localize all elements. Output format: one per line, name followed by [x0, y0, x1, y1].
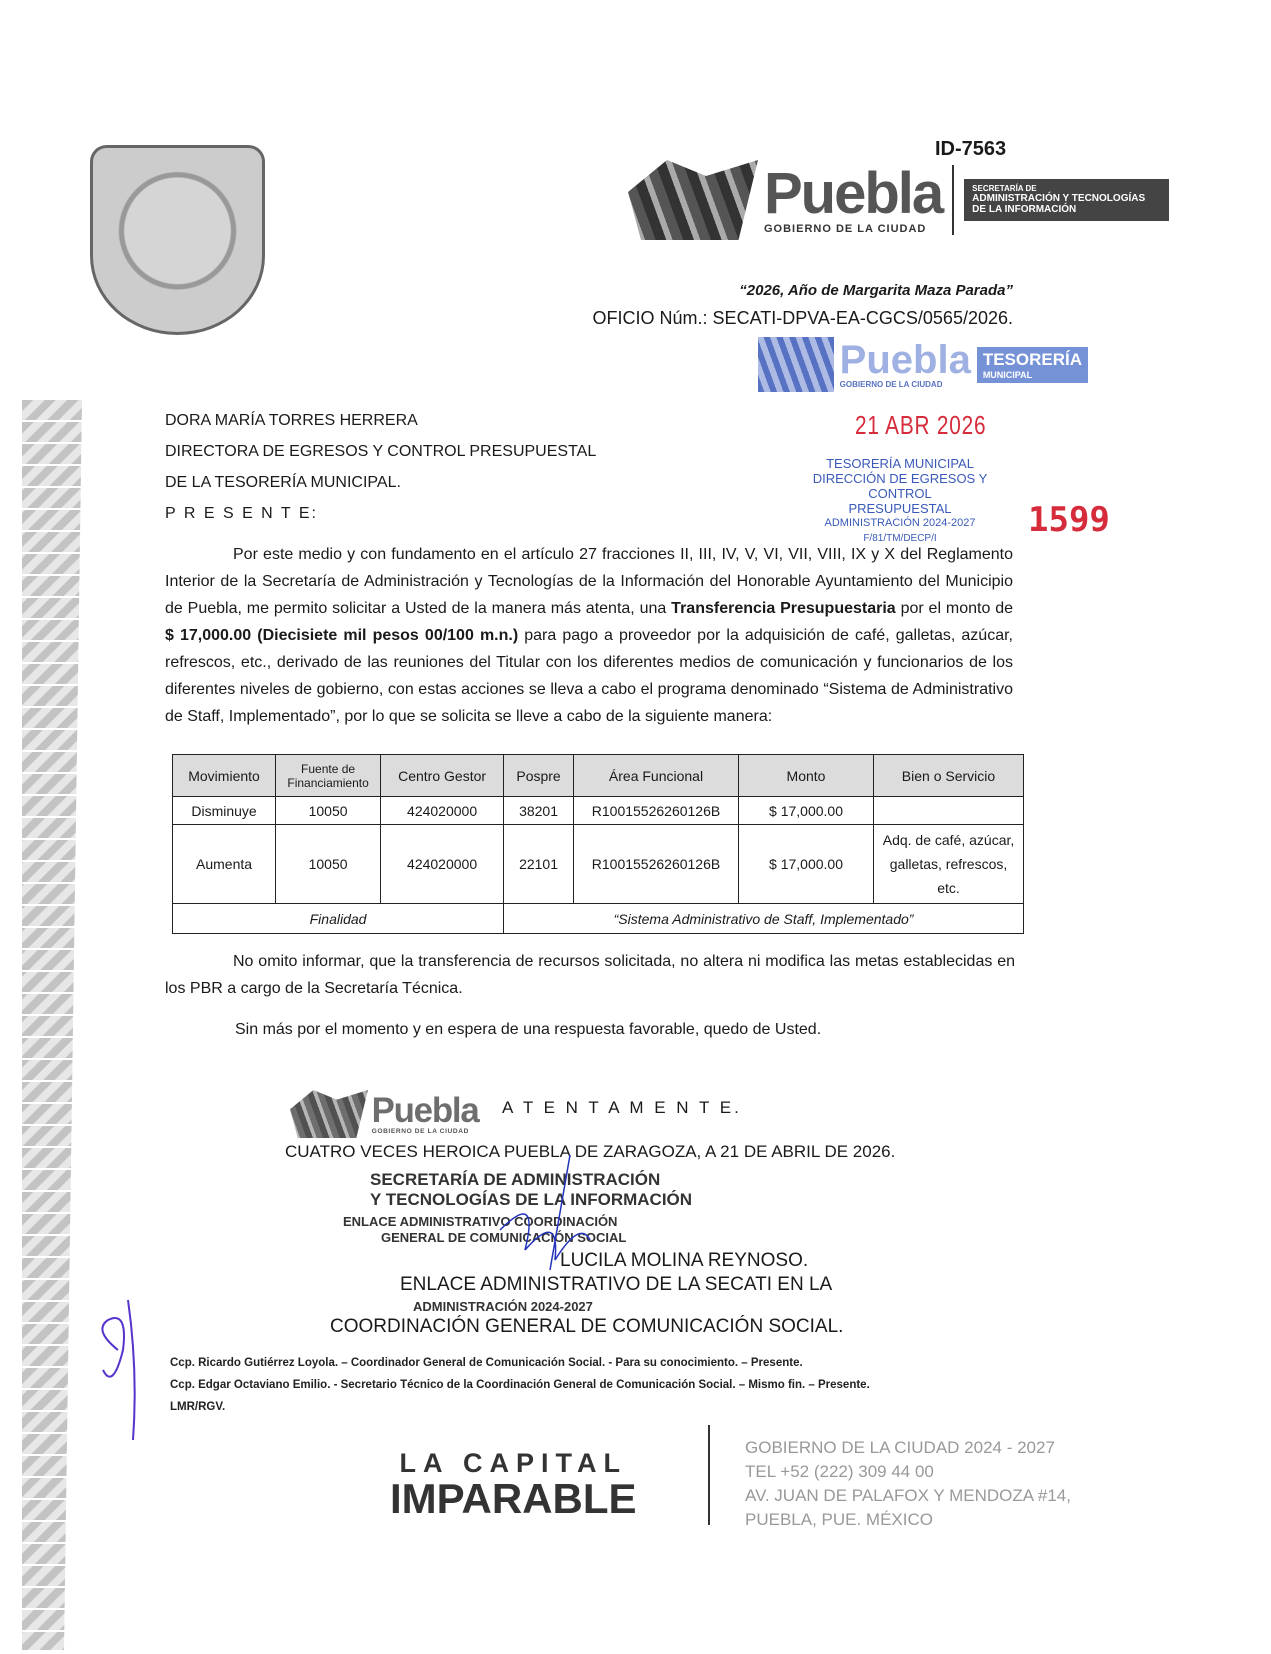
- logo-sub: GOBIERNO DE LA CIUDAD: [764, 223, 927, 235]
- slogan-line: IMPARABLE: [390, 1475, 637, 1522]
- col-header: Monto: [739, 755, 874, 797]
- decorative-border: [22, 400, 82, 1650]
- address-line: GOBIERNO DE LA CIUDAD 2024 - 2027: [745, 1438, 1055, 1457]
- col-header: Movimiento: [173, 755, 276, 797]
- finalidad-value: “Sistema Administrativo de Staff, Implementado”: [504, 904, 1024, 934]
- stamp-tesoreria: TESORERÍA: [982, 349, 1082, 369]
- secretaria-line: DE LA INFORMACIÓN: [972, 204, 1077, 216]
- table-row: [173, 797, 1024, 825]
- recipient-name: DORA MARÍA TORRES HERRERA: [165, 412, 418, 429]
- stamp-line: PRESUPUESTAL: [848, 501, 952, 516]
- footer-address: [745, 1436, 1071, 1532]
- letter-body: [165, 541, 1025, 1043]
- cell: Disminuye: [173, 797, 276, 825]
- table-row: [173, 825, 1024, 904]
- cell: 10050: [276, 825, 381, 904]
- cell: R10015526260126B: [574, 825, 739, 904]
- col-header: Pospre: [504, 755, 574, 797]
- ccp-block: [170, 1352, 870, 1418]
- tesoreria-text-stamp: [780, 456, 1020, 546]
- text: para pago a proveedor por la adquisición de café, galletas, azúcar, refrescos, etc., derivado de las reuniones del Titular con los diferentes medios de comunicación y funcionarios de los diferentes niveles de gobierno, con estas acciones se lleva a cabo el programa denominado “Sistema de Administrativo de Staff, Implementado”, por lo que se solicita se lleve a cabo de la siguiente manera:: [165, 627, 1013, 725]
- stamp-logo-word: Puebla: [839, 338, 971, 382]
- cell: 10050: [276, 797, 381, 825]
- recipient-block: [165, 405, 596, 529]
- seal-line: ADMINISTRACIÓN 2024-2027: [413, 1299, 593, 1314]
- cell: 22101: [504, 825, 574, 904]
- col-header: Bien o Servicio: [874, 755, 1024, 797]
- cell: Aumenta: [173, 825, 276, 904]
- closing-seal-logo: [290, 1090, 479, 1138]
- cell: $ 17,000.00: [739, 797, 874, 825]
- stamp-line: DIRECCIÓN DE EGRESOS Y CONTROL: [812, 471, 988, 501]
- year-motto: “2026, Año de Margarita Maza Parada”: [739, 282, 1013, 299]
- stamp-line: ADMINISTRACIÓN 2024-2027: [824, 517, 976, 529]
- recipient-title: DE LA TESORERÍA MUNICIPAL.: [165, 474, 401, 491]
- budget-transfer-table: [172, 754, 1024, 934]
- secretaria-line: SECRETARÍA DE: [972, 183, 1037, 193]
- bold-text: Transferencia Presupuestaria: [671, 600, 896, 617]
- seal-line: ENLACE ADMINISTRATIVO COORDINACIÓN: [343, 1214, 618, 1229]
- address-line: TEL +52 (222) 309 44 00: [745, 1462, 934, 1481]
- puebla-header-logo: [628, 160, 1169, 240]
- cell: R10015526260126B: [574, 797, 739, 825]
- stamp-line: F/81/TM/DECP/I: [863, 533, 937, 544]
- text: Por este medio y con fundamento en el artículo 27 fracciones II, III, IV, V, VI, VII, VIII, IX y X del Reglamento Interior de la Secretaría de Administración y Tecnologías de la Información del Honorable Ayuntamiento del Municipio de Puebla, me permito solicitar a Usted de la manera más atenta, una: [165, 546, 1013, 617]
- secretaria-box: [964, 179, 1169, 222]
- capital-imparable-logo: [390, 1448, 637, 1522]
- handwritten-initials: [88, 1290, 148, 1450]
- body-paragraph-1: [165, 541, 1013, 730]
- col-header: Área Funcional: [574, 755, 739, 797]
- cell: 38201: [504, 797, 574, 825]
- presente: P R E S E N T E:: [165, 505, 318, 522]
- amount-text: $ 17,000.00 (Diecisiete mil pesos 00/100 m.n.): [165, 627, 519, 644]
- secretaria-line: ADMINISTRACIÓN Y TECNOLOGÍAS: [972, 193, 1146, 205]
- address-line: AV. JUAN DE PALAFOX Y MENDOZA #14,: [745, 1486, 1071, 1505]
- seal-line: GENERAL DE COMUNICACIÓN SOCIAL: [381, 1230, 627, 1245]
- finalidad-label: Finalidad: [173, 904, 504, 934]
- col-header: Centro Gestor: [381, 755, 504, 797]
- body-paragraph-3: Sin más por el momento y en espera de una respuesta favorable, quedo de Usted.: [235, 1021, 822, 1038]
- address-line: PUEBLA, PUE. MÉXICO: [745, 1510, 933, 1529]
- signer-role-1: ENLACE ADMINISTRATIVO DE LA SECATI EN LA: [400, 1274, 833, 1295]
- ccp-line: Ccp. Edgar Octaviano Emilio. - Secretario Técnico de la Coordinación General de Comunicación Social. – Mismo fin. – Presente.: [170, 1379, 870, 1391]
- cell: 424020000: [381, 825, 504, 904]
- city-seal-logo: [90, 145, 265, 335]
- folio-number: 1599: [1028, 500, 1110, 540]
- finalidad-row: [173, 904, 1024, 934]
- place-date: CUATRO VECES HEROICA PUEBLA DE ZARAGOZA, A 21 DE ABRIL DE 2026.: [285, 1142, 896, 1161]
- col-header: Fuente de Financiamiento: [276, 755, 381, 797]
- cell: Adq. de café, azúcar, galletas, refrescos, etc.: [874, 825, 1024, 904]
- atentamente: A T E N T A M E N T E.: [502, 1098, 742, 1117]
- tesoreria-stamp: [758, 337, 1088, 392]
- received-date-stamp: 21 ABR 2026: [855, 410, 987, 440]
- seal-line: SECRETARÍA DE ADMINISTRACIÓN: [370, 1170, 661, 1189]
- logo-word: Puebla: [371, 1090, 479, 1130]
- stamp-municipal: MUNICIPAL: [982, 369, 1033, 380]
- body-paragraph-2: No omito informar, que la transferencia de recursos solicitada, no altera ni modifica las metas establecidas en los PBR a cargo de la Secretaría Técnica.: [165, 953, 1015, 997]
- footer-divider: [708, 1425, 710, 1525]
- logo-sub: GOBIERNO DE LA CIUDAD: [371, 1127, 470, 1135]
- oficio-number: OFICIO Núm.: SECATI-DPVA-EA-CGCS/0565/2026.: [592, 308, 1013, 328]
- stamp-line: TESORERÍA MUNICIPAL: [826, 456, 974, 471]
- stamp-logo-sub: GOBIERNO DE LA CIUDAD: [839, 380, 943, 389]
- slogan-line: LA CAPITAL: [399, 1448, 628, 1478]
- logo-word: Puebla: [764, 161, 943, 226]
- cell: 424020000: [381, 797, 504, 825]
- text: por el monto de: [895, 600, 1014, 617]
- recipient-title: DIRECTORA DE EGRESOS Y CONTROL PRESUPUESTAL: [165, 443, 597, 460]
- cell: [874, 797, 1024, 825]
- seal-line: Y TECNOLOGÍAS DE LA INFORMACIÓN: [370, 1190, 693, 1209]
- document-id: ID-7563: [935, 138, 1007, 160]
- ccp-line: Ccp. Ricardo Gutiérrez Loyola. – Coordinador General de Comunicación Social. - Para su conocimiento. – Presente.: [170, 1357, 803, 1369]
- ccp-line: LMR/RGV.: [170, 1401, 226, 1413]
- signer-name: LUCILA MOLINA REYNOSO.: [560, 1250, 809, 1271]
- signer-role-2: COORDINACIÓN GENERAL DE COMUNICACIÓN SOCIAL.: [330, 1316, 844, 1337]
- cell: $ 17,000.00: [739, 825, 874, 904]
